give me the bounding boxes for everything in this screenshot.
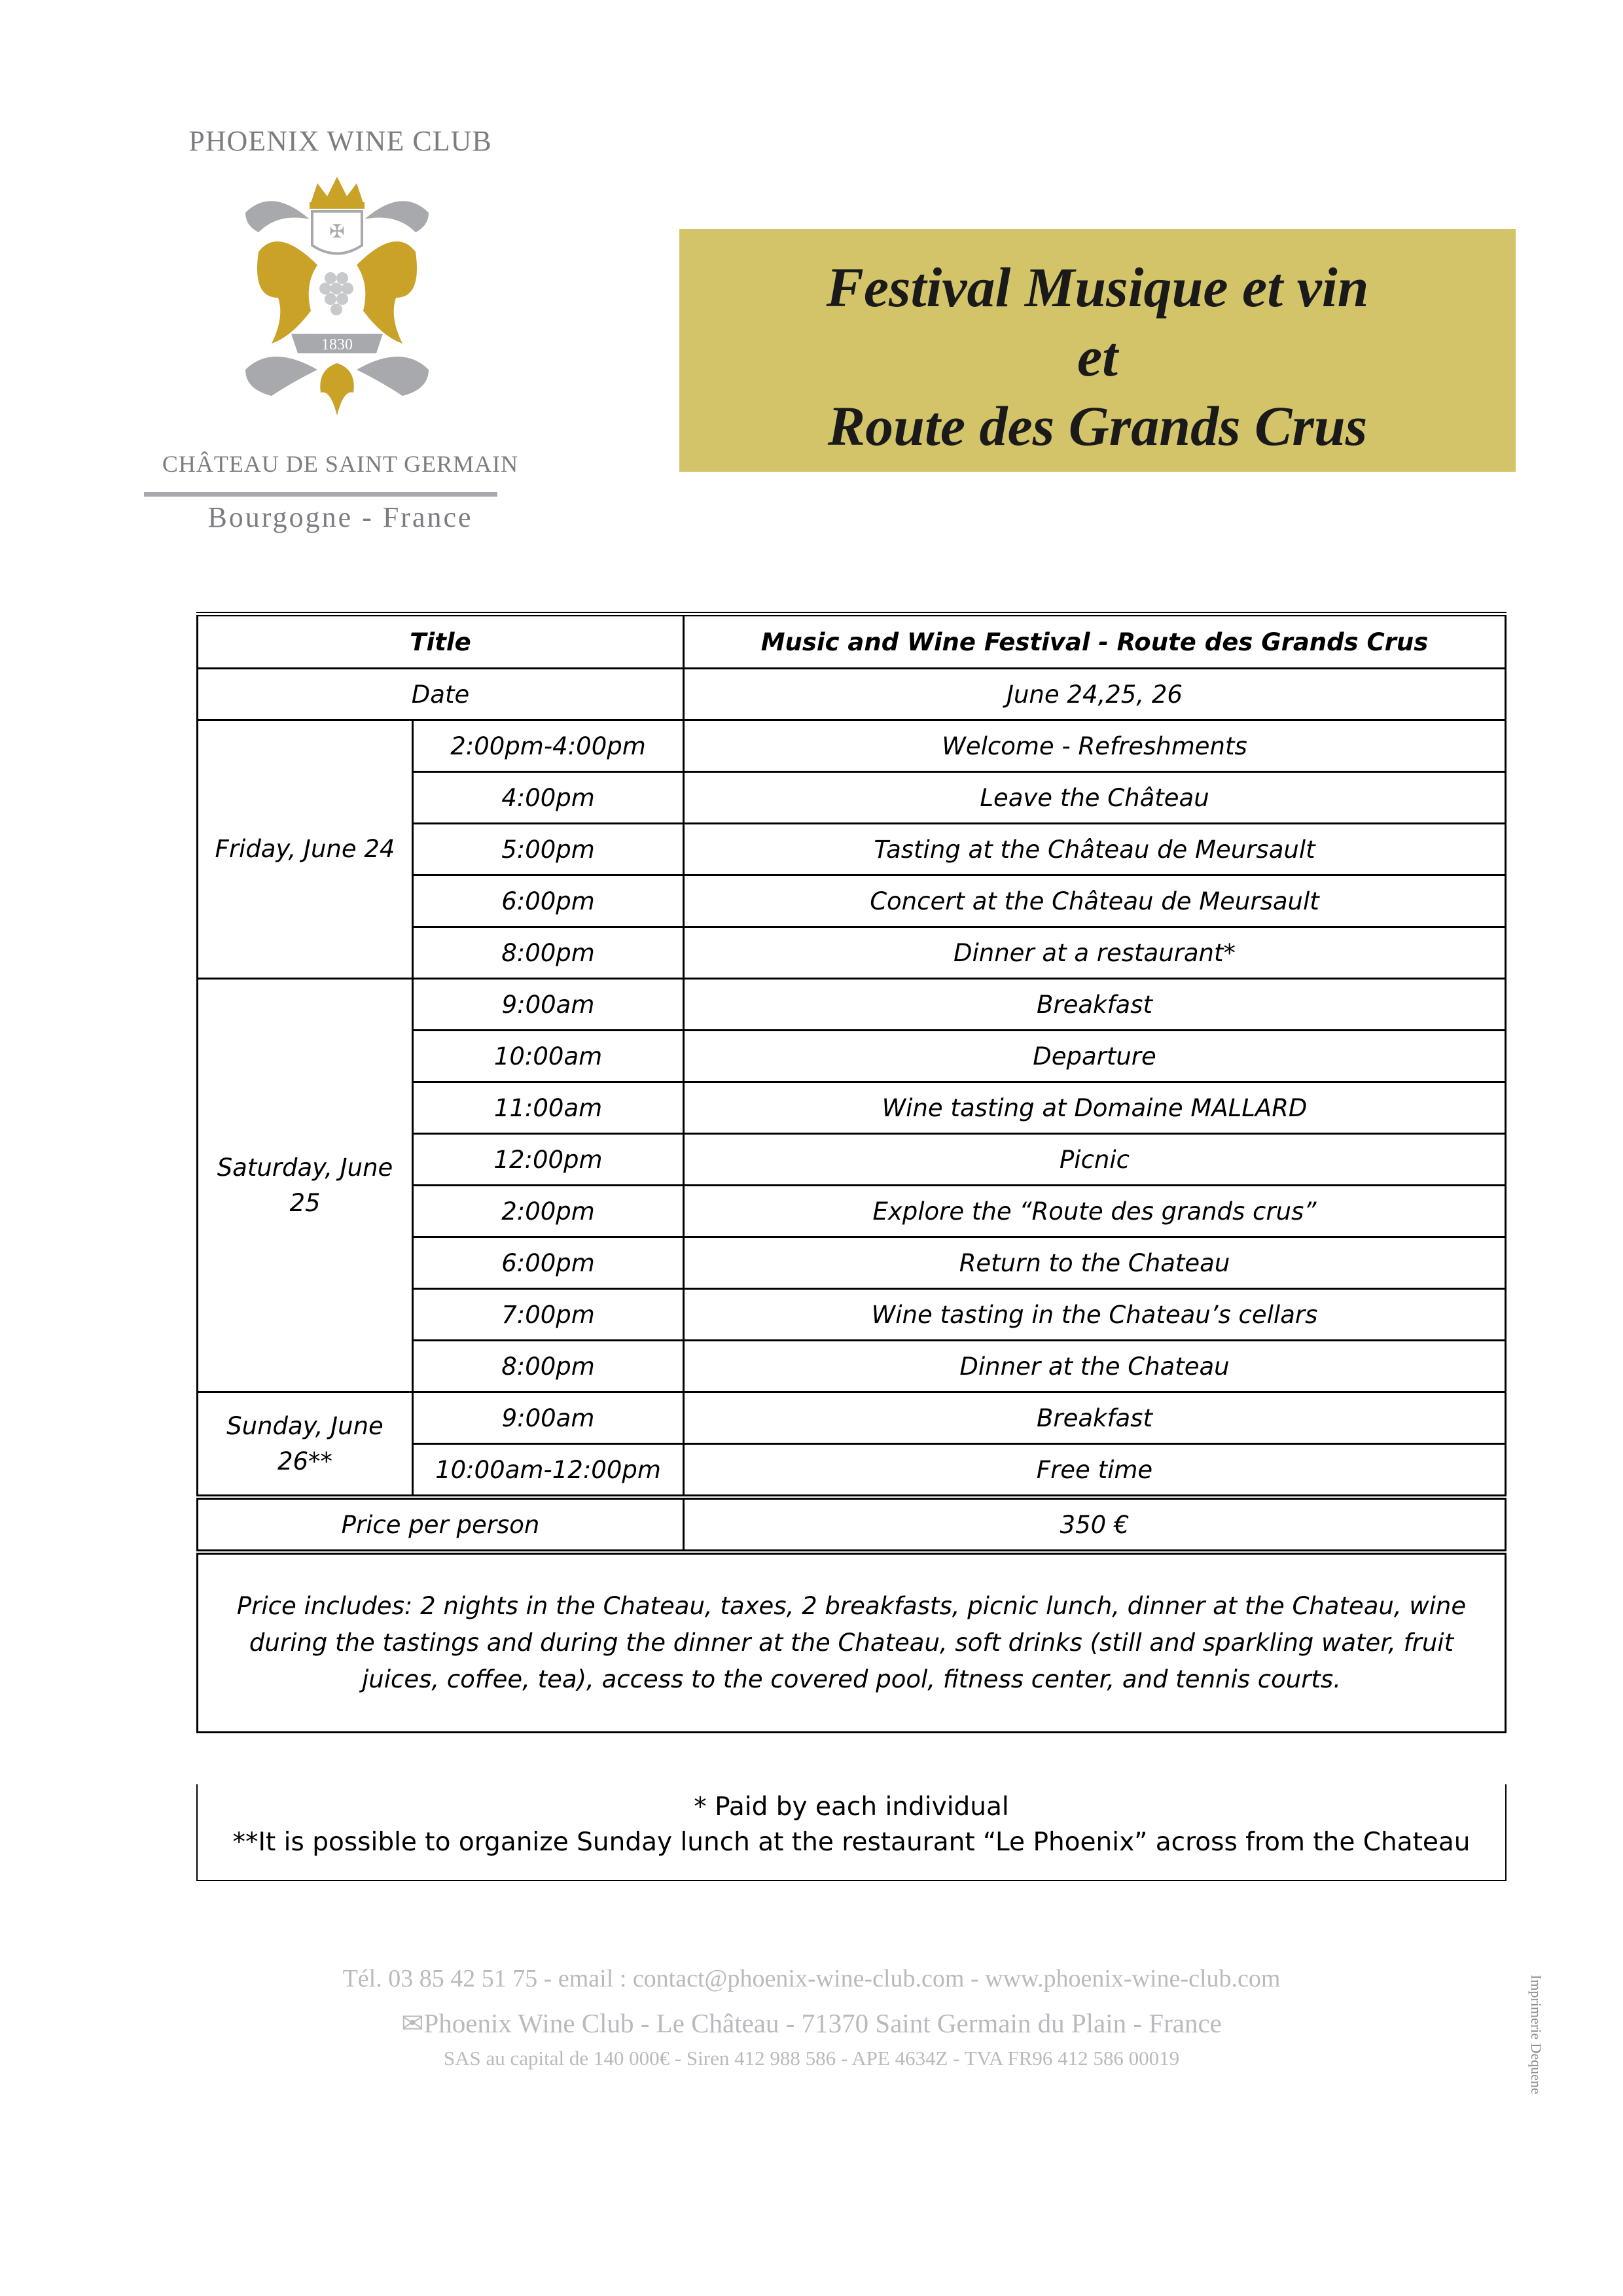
price-includes-text: Price includes: 2 nights in the Chateau, taxes, 2 breakfasts, picnic lunch, dinner at the Chateau, wine during the tastings and during the dinner at the Chateau, soft drinks (still and sparkling water, fruit juices, coffee, tea), access to the covered pool, fitness center, and tennis courts. <box>198 1552 1506 1733</box>
title-label: Title <box>198 614 684 669</box>
table-row <box>198 1392 1506 1444</box>
svg-text:✠: ✠ <box>329 221 345 242</box>
table-row-date <box>198 669 1506 720</box>
event-activity: Breakfast <box>684 979 1506 1031</box>
table-row <box>198 720 1506 772</box>
event-time: 9:00am <box>413 1392 684 1444</box>
event-time: 11:00am <box>413 1082 684 1134</box>
footnote-paid-individually: * Paid by each individual <box>694 1792 1009 1822</box>
footer-address: ✉Phoenix Wine Club - Le Château - 71370 Saint Germain du Plain - France <box>401 2008 1222 2038</box>
event-activity: Wine tasting at Domaine MALLARD <box>684 1082 1506 1134</box>
event-activity: Departure <box>684 1031 1506 1082</box>
event-time: 8:00pm <box>413 1341 684 1392</box>
schedule-table <box>196 612 1507 1733</box>
event-time: 8:00pm <box>413 927 684 979</box>
day-label-sunday: Sunday, June 26** <box>198 1392 413 1498</box>
event-title-line3: Route des Grands Crus <box>827 395 1368 457</box>
table-row-includes <box>198 1552 1506 1733</box>
event-time: 2:00pm <box>413 1186 684 1237</box>
table-row <box>198 979 1506 1031</box>
event-time: 9:00am <box>413 979 684 1031</box>
event-title-box <box>679 229 1516 472</box>
event-activity: Welcome - Refreshments <box>684 720 1506 772</box>
event-time: 4:00pm <box>413 772 684 824</box>
printer-credit: Imprimerie Dequene <box>1528 1975 1544 2094</box>
event-time: 2:00pm-4:00pm <box>413 720 684 772</box>
event-activity: Picnic <box>684 1134 1506 1186</box>
price-label: Price per person <box>198 1497 684 1552</box>
crown-icon <box>310 177 365 209</box>
event-time: 7:00pm <box>413 1289 684 1341</box>
event-time: 5:00pm <box>413 824 684 875</box>
date-value: June 24,25, 26 <box>684 669 1506 720</box>
footnotes-box <box>196 1784 1507 1881</box>
title-value: Music and Wine Festival - Route des Grands Crus <box>684 614 1506 669</box>
table-row-title <box>198 614 1506 669</box>
day-label-friday: Friday, June 24 <box>198 720 413 979</box>
event-title-line2: et <box>1077 325 1118 388</box>
event-activity: Return to the Chateau <box>684 1237 1506 1289</box>
svg-text:1830: 1830 <box>321 336 353 353</box>
event-title <box>679 253 1516 461</box>
event-activity: Concert at the Château de Meursault <box>684 875 1506 927</box>
brand-divider <box>144 492 497 497</box>
event-activity: Dinner at the Chateau <box>684 1341 1506 1392</box>
day-label-saturday: Saturday, June 25 <box>198 979 413 1392</box>
footer-contact: Tél. 03 85 42 51 75 - email : contact@phoenix-wine-club.com - www.phoenix-wine-club.com <box>342 1965 1281 1992</box>
region-name: Bourgogne - France <box>207 501 473 533</box>
event-activity: Breakfast <box>684 1392 1506 1444</box>
event-activity: Explore the “Route des grands crus” <box>684 1186 1506 1237</box>
event-activity: Wine tasting in the Chateau’s cellars <box>684 1289 1506 1341</box>
event-title-line1: Festival Musique et vin <box>826 256 1369 319</box>
event-activity: Tasting at the Château de Meursault <box>684 824 1506 875</box>
event-activity: Leave the Château <box>684 772 1506 824</box>
event-time: 10:00am <box>413 1031 684 1082</box>
footer-legal: SAS au capital de 140 000€ - Siren 412 988 586 - APE 4634Z - TVA FR96 412 586 00019 <box>443 2047 1180 2070</box>
estate-name: CHÂTEAU DE SAINT GERMAIN <box>162 451 519 477</box>
event-time: 6:00pm <box>413 875 684 927</box>
brand-name: PHOENIX WINE CLUB <box>188 125 492 157</box>
event-time: 12:00pm <box>413 1134 684 1186</box>
footnote-sunday-lunch: **It is possible to organize Sunday lunch at the restaurant “Le Phoenix” across from the Chateau <box>232 1828 1471 1857</box>
price-value: 350 € <box>684 1497 1506 1552</box>
event-activity: Dinner at a restaurant* <box>684 927 1506 979</box>
event-activity: Free time <box>684 1444 1506 1498</box>
event-time: 6:00pm <box>413 1237 684 1289</box>
table-row-price <box>198 1497 1506 1552</box>
club-crest-logo <box>232 173 442 435</box>
date-label: Date <box>198 669 684 720</box>
event-time: 10:00am-12:00pm <box>413 1444 684 1498</box>
